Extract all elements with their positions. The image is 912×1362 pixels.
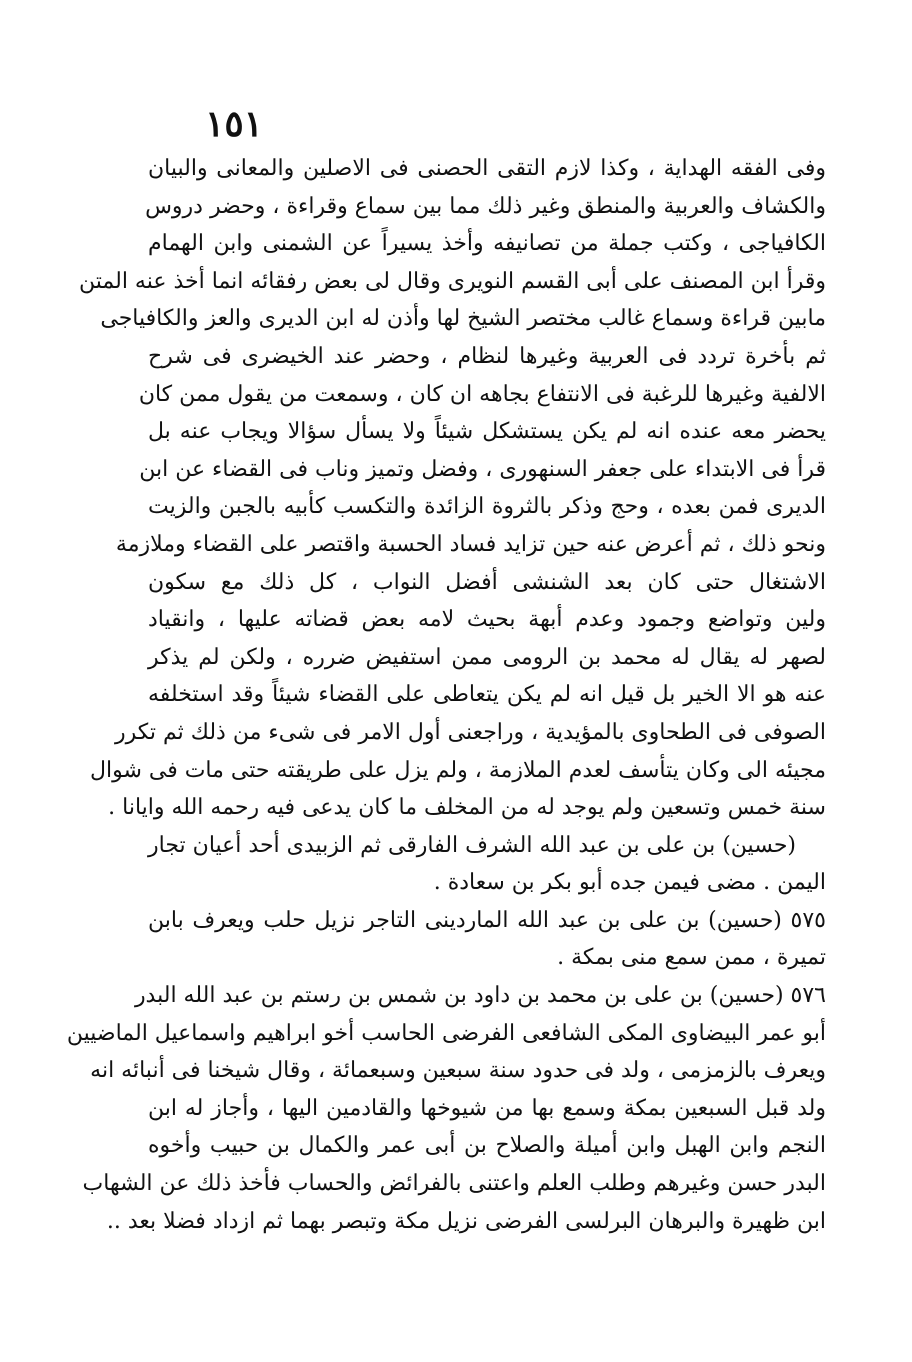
text-line: مابين قراءة وسماع غالب مختصر الشيخ لها وأذن له ابن الديرى والعز والكافياجى	[100, 306, 826, 332]
text-line: ولد قبل السبعين بمكة وسمع بها من شيوخها والقادمين اليها ، وأجاز له ابن	[148, 1095, 826, 1121]
entry-heading-line: ٥٧٦ (حسين) بن على بن محمد بن داود بن شمس بن رستم بن عبد الله البدر	[134, 983, 826, 1009]
text-line: الكافياجى ، وكتب جملة من تصانيفه وأخذ يسيراً عن الشمنى وابن الهمام	[148, 231, 826, 257]
entry-heading-line: (حسين) بن على بن عبد الله الشرف الفارقى ثم الزبيدى أحد أعيان تجار	[148, 832, 796, 858]
text-line: ويعرف بالزمزمى ، ولد فى حدود سنة سبعين وسبعمائة ، وقال شيخنا فى أنبائه انه	[90, 1058, 826, 1084]
text-line: وفى الفقه الهداية ، وكذا لازم التقى الحصنى فى الاصلين والمعانى والبيان	[148, 156, 826, 181]
entry-heading-line: ٥٧٥ (حسين) بن على بن عبد الله الماردينى التاجر نزيل حلب ويعرف بابن	[148, 907, 826, 933]
page-number: ١٥١	[205, 103, 264, 145]
text-line: ثم بأخرة تردد فى العربية وغيرها لنظام ، وحضر عند الخيضرى فى شرح	[148, 343, 826, 369]
text-line: النجم وابن الهبل وابن أميلة والصلاح بن أبى عمر والكمال بن حبيب وأخوه	[148, 1133, 826, 1159]
body-text	[66, 150, 826, 1240]
text-line: عنه هو الا الخير بل قيل انه لم يكن يتعاطى على القضاء شيئاً وقد استخلفه	[148, 682, 826, 708]
text-line: أبو عمر البيضاوى المكى الشافعى الفرضى الحاسب أخو ابراهيم واسماعيل الماضيين	[66, 1020, 826, 1046]
text-line: وقرأ ابن المصنف على أبى القسم النويرى وقال لى بعض رفقائه انما أخذ عنه المتن	[79, 268, 826, 294]
text-line: تميرة ، ممن سمع منى بمكة .	[557, 945, 826, 971]
text-line: الاشتغال حتى كان بعد الشنشى أفضل النواب ، كل ذلك مع سكون	[148, 569, 826, 595]
text-line: مجيئه الى وكان يتأسف لعدم الملازمة ، ولم يزل على طريقته حتى مات فى شوال	[89, 757, 826, 783]
text-line: يحضر معه عنده انه لم يكن يستشكل شيئاً ولا يسأل سؤالا ويجاب عنه بل	[148, 419, 826, 445]
text-line: لصهر له يقال له محمد بن الرومى ممن استفيض ضرره ، ولكن لم يذكر	[148, 644, 826, 670]
text-line: ونحو ذلك ، ثم أعرض عنه حين تزايد فساد الحسبة واقتصر على القضاء وملازمة	[115, 531, 826, 557]
text-line: الديرى فمن بعده ، وحج وذكر بالثروة الزائدة والتكسب كأبيه بالجبن والزيت	[148, 494, 826, 520]
text-line: قرأ فى الابتداء على جعفر السنهورى ، وفضل وتميز وناب فى القضاء عن ابن	[139, 456, 826, 482]
text-line: ابن ظهيرة والبرهان البرلسى الفرضى نزيل مكة وتبصر بهما ثم ازداد فضلا بعد ..	[106, 1208, 826, 1234]
text-line: اليمن . مضى فيمن جده أبو بكر بن سعادة .	[433, 870, 826, 896]
text-line: الصوفى فى الطحاوى بالمؤيدية ، وراجعنى أول الامر فى شىء من ذلك ثم تكرر	[115, 719, 826, 745]
text-line: الالفية وغيرها للرغبة فى الانتفاع بجاهه ان كان ، وسمعت من يقول ممن كان	[138, 381, 826, 407]
text-line: والكشاف والعربية والمنطق وغير ذلك مما بين سماع وقراءة ، وحضر دروس	[145, 193, 826, 219]
text-line: سنة خمس وتسعين ولم يوجد له من المخلف ما كان يدعى فيه رحمه الله وايانا .	[108, 795, 826, 821]
text-line: البدر حسن وغيرهم وطلب العلم واعتنى بالفرائض والحساب فأخذ ذلك عن الشهاب	[82, 1171, 826, 1197]
text-line: ولين وتواضع وجمود وعدم أبهة بحيث لامه بعض قضاته عليها ، وانقياد	[148, 607, 826, 633]
